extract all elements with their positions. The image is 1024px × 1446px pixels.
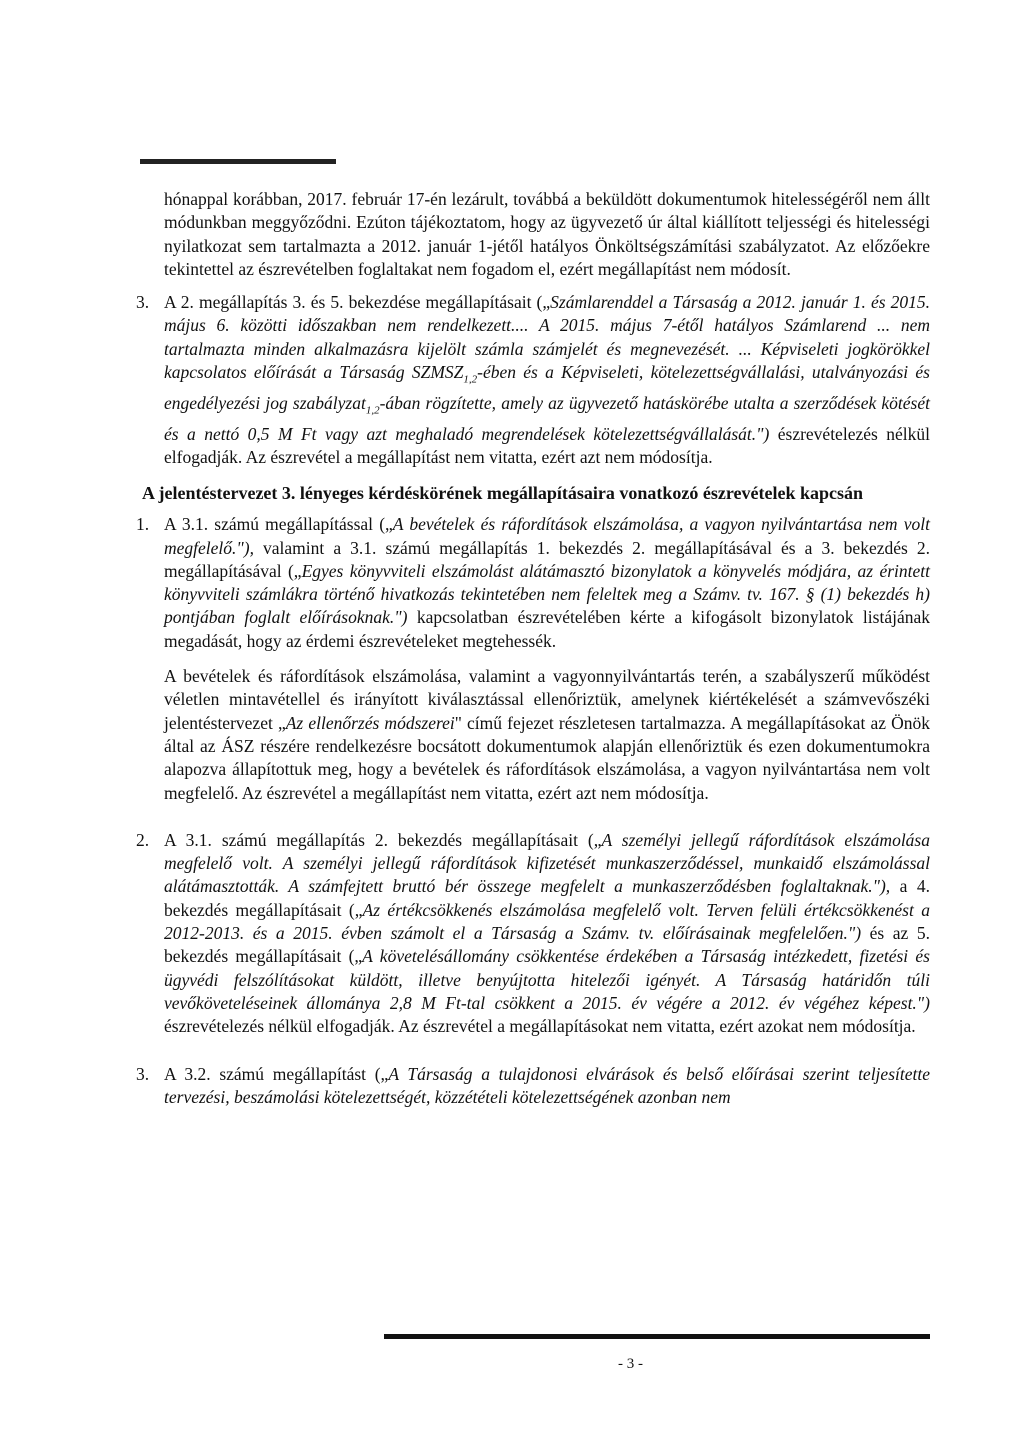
list-item: [136, 513, 930, 817]
list-item-body: A 2. megállapítás 3. és 5. bekezdése megállapításait („Számlarenddel a Társaság a 2012. január 1. és 2015. május 6. közötti időszakban nem rendelkezett.... A 2015. május 7-étől hatályos Számlarend ... nem tartalmazta minden alkalmazásra kijelölt számla számjelét és megnevezését. ... Képviseleti jogkörökkel kapcsolatos előírását a Társaság $SZMSZ_{1,2}$-ében és a Képviseleti, kötelezettségvállalási, utalványozási és engedélyezési jog szabályzat$_{1,2}$-ában rögzítette, amely az ügyvezető hatáskörébe utalta a szerződések kötését és a nettó 0,5 M Ft vagy azt meghaladó megrendelések kötelezettségvállalását.") észrevételezés nélkül elfogadják. Az észrevétel a megállapítást nem vitatta, ezért azt nem módosítja.: [164, 292, 930, 467]
bottom-rule: [384, 1334, 930, 1339]
list-item-body: A 3.1. számú megállapítással („A bevételek és ráfordítások elszámolása, a vagyon nyilvántartása nem volt megfelelő."), valamint a 3.1. számú megállapítás 1. bekezdés 2. megállapításával és a 3. bekezdés 2. megállapításával („Egyes könyvviteli elszámolást alátámasztó bizonylatok a könyvelés módjára, az érintett könyvviteli számlákra történő hivatkozás tekintetében nem feleltek meg a Számv. tv. 167. § (1) bekezdés h) pontjában foglalt előírásoknak.") kapcsolatban észrevételében kérte a kifogásolt bizonylatok listájának megadását, hogy az érdemi észrevételeket megtehessék. A bevételek és ráfordítások elszámolása, valamint a vagyonnyilvántartás terén, a szabályszerű működést véletlen mintavétellel és irányított kiválasztással ellenőriztük, amelynek kiértékelését a számvevőszéki jelentéstervezet „Az ellenőrzés módszerei" című fejezet részletesen tartalmazza. A megállapításokat az Önök által az ÁSZ részére rendelkezésre bocsátott dokumentumok alapján ellenőriztük és ezen dokumentumokra alapozva állapítottuk meg, hogy a bevételek és ráfordítások elszámolása, a vagyon nyilvántartása nem volt megfelelő. Az észrevétel a megállapítást nem vitatta, ezért azt nem módosítja.: [164, 513, 930, 817]
list-number: 2.: [136, 829, 150, 850]
list-item: [136, 1063, 930, 1122]
section3-list: [136, 513, 930, 1121]
page-number: - 3 -: [618, 1356, 643, 1372]
list-item: [136, 829, 930, 1051]
section-heading: A jelentéstervezet 3. lényeges kérdéskörének megállapításaira vonatkozó észrevételek kapcsán: [142, 483, 864, 504]
continuation-paragraph: hónappal korábban, 2017. február 17-én lezárult, továbbá a beküldött dokumentumok hitelességéről nem állt módunkban meggyőződni. Ezúton tájékoztatom, hogy az ügyvezető úr által kiállított teljességi és hitelességi nyilatkozat sem tartalmazta a 2012. január 1-jétől hatályos Önköltségszámítási szabályzatot. Az előzőekre tekintettel az észrevételben foglaltakat nem fogadom el, ezért megállapítást nem módosít.: [164, 189, 930, 279]
page-body: [136, 188, 930, 1133]
list-item-body: A 3.2. számú megállapítást („A Társaság a tulajdonosi elvárások és belső előírásai szerint teljesítette tervezési, beszámolási kötelezettségét, közzétételi kötelezettségének azonban nem: [164, 1063, 930, 1107]
list-number: 1.: [136, 514, 150, 535]
list-item-3-first: [136, 291, 930, 469]
list-item-body: A 3.1. számú megállapítás 2. bekezdés megállapításait („A személyi jellegű ráfordítások elszámolása megfelelő volt. A személyi jellegű ráfordítások kifizetését munkaszerződéssel, munkaidő elszámolással alátámasztották. A számfejtett bruttó bér összege megfelelt a munkaszerződésben foglaltaknak."), a 4. bekezdés megállapításait („Az értékcsökkenés elszámolása megfelelő volt. Terven felüli értékcsökkenést a 2012-2013. és a 2015. évben számolt el a Társaság a Számv. tv. előírásainak megfelelően.") és az 5. bekezdés megállapításait („A követelésállomány csökkentése érdekében a Társaság intézkedett, fizetési és ügyvédi felszólításokat küldött, illetve benyújtotta hitelezői igényét. A Társaság határidőn túli vevőköveteléseinek állománya 2,8 M Ft-tal csökkent a 2015. év végére a 2012. év végéhez képest.") észrevételezés nélkül elfogadják. Az észrevétel a megállapításokat nem vitatta, ezért azokat nem módosítja.: [164, 829, 930, 1037]
followup-paragraph: A bevételek és ráfordítások elszámolása, valamint a vagyonnyilvántartás terén, a szabályszerű működést véletlen mintavétellel és irányított kiválasztással ellenőriztük, amelynek kiértékelését a számvevőszéki jelentéstervezet „Az ellenőrzés módszerei" című fejezet részletesen tartalmazza. A megállapításokat az Önök által az ÁSZ részére rendelkezésre bocsátott dokumentumok alapján ellenőriztük és ezen dokumentumokra alapozva állapítottuk meg, hogy a bevételek és ráfordítások elszámolása, a vagyon nyilvántartása nem volt megfelelő. Az észrevétel a megállapítást nem vitatta, ezért azt nem módosítja.: [164, 666, 930, 803]
list-number: 3.: [136, 1063, 150, 1084]
top-rule: [140, 159, 336, 164]
list-number: 3.: [136, 292, 150, 313]
